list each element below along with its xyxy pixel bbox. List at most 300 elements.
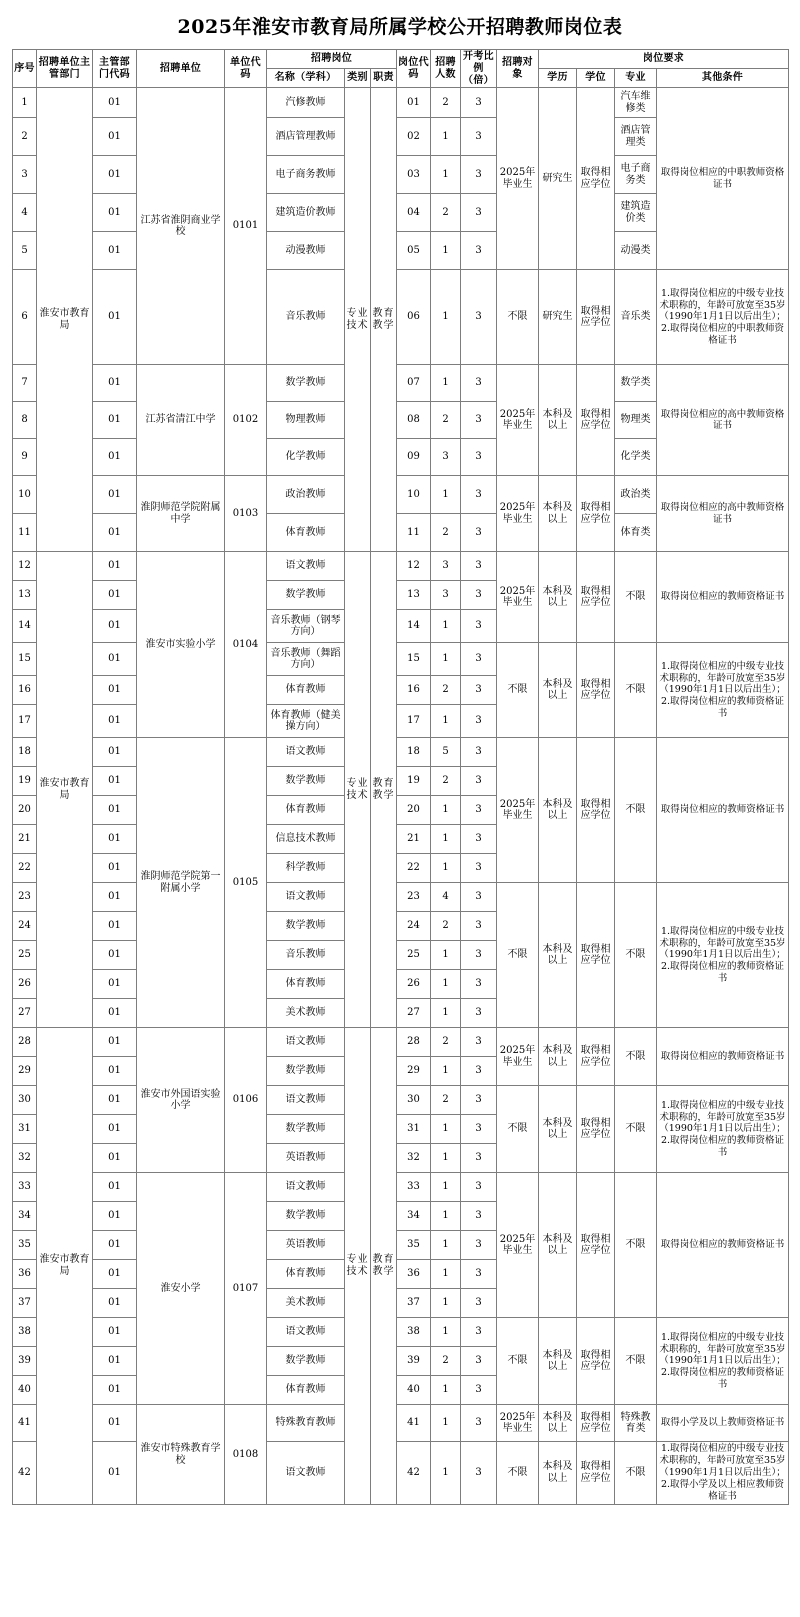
cell-dept-code: 01 (93, 705, 137, 738)
cell-other-conditions: 取得岗位相应的高中教师资格证书 (657, 365, 789, 476)
cell-hire-target: 不限 (497, 1442, 539, 1504)
cell-seq: 1 (13, 88, 37, 118)
cell-post-name: 物理教师 (267, 402, 345, 439)
cell-post-category: 专业技术 (345, 552, 371, 1028)
cell-post-name: 数学教师 (267, 767, 345, 796)
cell-degree: 取得相应学位 (577, 476, 615, 552)
cell-dept-code: 01 (93, 552, 137, 581)
page-title: 2025年淮安市教育局所属学校公开招聘教师岗位表 (177, 16, 623, 38)
cell-dept-code: 01 (93, 1086, 137, 1115)
cell-exam-ratio: 3 (461, 767, 497, 796)
cell-dept-code: 01 (93, 1405, 137, 1442)
cell-education: 本科及以上 (539, 738, 577, 883)
cell-hire-count: 1 (431, 1289, 461, 1318)
cell-seq: 41 (13, 1405, 37, 1442)
cell-post-code: 34 (397, 1202, 431, 1231)
cell-seq: 7 (13, 365, 37, 402)
cell-unit: 淮安小学 (137, 1173, 225, 1405)
cell-degree: 取得相应学位 (577, 552, 615, 643)
table-row (13, 1405, 789, 1442)
cell-other-conditions: 1.取得岗位相应的中级专业技术职称的，年龄可放宽至35岁（1990年1月1日以后出生）； 2.取得岗位相应的教师资格证书 (657, 883, 789, 1028)
cell-seq: 19 (13, 767, 37, 796)
cell-hire-target: 2025年毕业生 (497, 738, 539, 883)
cell-unit: 淮安市实验小学 (137, 552, 225, 738)
cell-degree: 取得相应学位 (577, 1442, 615, 1504)
cell-other-conditions: 1.取得岗位相应的中级专业技术职称的，年龄可放宽至35岁（1990年1月1日以后出生）； 2.取得岗位相应的中职教师资格证书 (657, 270, 789, 365)
cell-exam-ratio: 3 (461, 1347, 497, 1376)
cell-post-code: 38 (397, 1318, 431, 1347)
cell-hire-count: 1 (431, 1260, 461, 1289)
cell-exam-ratio: 3 (461, 912, 497, 941)
cell-post-code: 08 (397, 402, 431, 439)
cell-degree: 取得相应学位 (577, 1405, 615, 1442)
cell-dept-code: 01 (93, 912, 137, 941)
cell-exam-ratio: 3 (461, 796, 497, 825)
cell-post-name: 数学教师 (267, 1115, 345, 1144)
cell-post-code: 36 (397, 1260, 431, 1289)
header-post-duty: 职责 (371, 69, 397, 88)
cell-hire-count: 3 (431, 581, 461, 610)
cell-seq: 10 (13, 476, 37, 514)
cell-major: 物理类 (615, 402, 657, 439)
cell-seq: 36 (13, 1260, 37, 1289)
cell-seq: 18 (13, 738, 37, 767)
cell-major: 不限 (615, 643, 657, 738)
cell-post-name: 特殊教育教师 (267, 1405, 345, 1442)
cell-hire-count: 1 (431, 999, 461, 1028)
header-education: 学历 (539, 69, 577, 88)
cell-post-name: 语文教师 (267, 1086, 345, 1115)
cell-post-name: 建筑造价教师 (267, 194, 345, 232)
cell-dept-code: 01 (93, 232, 137, 270)
cell-hire-count: 1 (431, 1057, 461, 1086)
header-hire-count: 招聘人数 (431, 50, 461, 88)
header-post-group: 招聘岗位 (267, 50, 397, 69)
cell-unit: 江苏省清江中学 (137, 365, 225, 476)
cell-post-name: 汽修教师 (267, 88, 345, 118)
cell-unit: 淮阴师范学院附属中学 (137, 476, 225, 552)
cell-hire-count: 1 (431, 476, 461, 514)
cell-post-category: 专业技术 (345, 1028, 371, 1504)
cell-post-name: 信息技术教师 (267, 825, 345, 854)
cell-dept-code: 01 (93, 643, 137, 676)
cell-seq: 27 (13, 999, 37, 1028)
cell-major: 不限 (615, 1318, 657, 1405)
cell-major: 动漫类 (615, 232, 657, 270)
cell-unit: 淮安市特殊教育学校 (137, 1405, 225, 1504)
cell-post-code: 02 (397, 118, 431, 156)
cell-post-code: 40 (397, 1376, 431, 1405)
cell-hire-count: 1 (431, 796, 461, 825)
cell-seq: 22 (13, 854, 37, 883)
table-row (13, 476, 789, 514)
cell-other-conditions: 取得岗位相应的中职教师资格证书 (657, 88, 789, 270)
cell-post-name: 体育教师 (267, 1376, 345, 1405)
cell-exam-ratio: 3 (461, 118, 497, 156)
cell-major: 酒店管理类 (615, 118, 657, 156)
cell-major: 电子商务类 (615, 156, 657, 194)
cell-seq: 15 (13, 643, 37, 676)
cell-hire-count: 2 (431, 402, 461, 439)
cell-hire-count: 1 (431, 156, 461, 194)
cell-major: 音乐类 (615, 270, 657, 365)
header-dept-code: 主管部门代码 (93, 50, 137, 88)
cell-post-duty: 教育教学 (371, 88, 397, 552)
cell-seq: 6 (13, 270, 37, 365)
cell-dept-code: 01 (93, 1202, 137, 1231)
cell-post-name: 语文教师 (267, 1442, 345, 1504)
cell-hire-count: 4 (431, 883, 461, 912)
cell-hire-target: 不限 (497, 643, 539, 738)
cell-major: 不限 (615, 1028, 657, 1086)
cell-post-code: 32 (397, 1144, 431, 1173)
cell-post-name: 语文教师 (267, 552, 345, 581)
table-row (13, 1318, 789, 1347)
cell-seq: 24 (13, 912, 37, 941)
cell-major: 体育类 (615, 514, 657, 552)
cell-degree: 取得相应学位 (577, 88, 615, 270)
cell-seq: 14 (13, 610, 37, 643)
cell-seq: 21 (13, 825, 37, 854)
cell-hire-count: 1 (431, 365, 461, 402)
cell-post-code: 31 (397, 1115, 431, 1144)
table-row (13, 1442, 789, 1504)
cell-education: 研究生 (539, 88, 577, 270)
cell-dept-code: 01 (93, 676, 137, 705)
cell-post-code: 17 (397, 705, 431, 738)
cell-hire-count: 2 (431, 676, 461, 705)
cell-post-code: 28 (397, 1028, 431, 1057)
cell-post-name: 酒店管理教师 (267, 118, 345, 156)
cell-education: 研究生 (539, 270, 577, 365)
header-degree: 学位 (577, 69, 615, 88)
cell-post-code: 06 (397, 270, 431, 365)
cell-other-conditions: 取得岗位相应的教师资格证书 (657, 1028, 789, 1086)
cell-dept-code: 01 (93, 581, 137, 610)
cell-exam-ratio: 3 (461, 1442, 497, 1504)
cell-post-code: 18 (397, 738, 431, 767)
cell-major: 政治类 (615, 476, 657, 514)
cell-hire-target: 2025年毕业生 (497, 365, 539, 476)
header-seq: 序号 (13, 50, 37, 88)
cell-hire-count: 1 (431, 1442, 461, 1504)
header-exam-ratio: 开考比例（倍） (461, 50, 497, 88)
header-major: 专业 (615, 69, 657, 88)
cell-post-name: 英语教师 (267, 1144, 345, 1173)
cell-hire-count: 1 (431, 705, 461, 738)
cell-other-conditions: 取得岗位相应的教师资格证书 (657, 552, 789, 643)
cell-seq: 13 (13, 581, 37, 610)
cell-seq: 42 (13, 1442, 37, 1504)
cell-post-name: 数学教师 (267, 1057, 345, 1086)
cell-exam-ratio: 3 (461, 365, 497, 402)
cell-post-name: 英语教师 (267, 1231, 345, 1260)
cell-post-name: 数学教师 (267, 912, 345, 941)
cell-other-conditions: 1.取得岗位相应的中级专业技术职称的，年龄可放宽至35岁（1990年1月1日以后出生）； 2.取得岗位相应的教师资格证书 (657, 1318, 789, 1405)
cell-degree: 取得相应学位 (577, 1028, 615, 1086)
cell-post-code: 16 (397, 676, 431, 705)
cell-exam-ratio: 3 (461, 552, 497, 581)
cell-post-code: 30 (397, 1086, 431, 1115)
header-row-1 (13, 50, 789, 69)
cell-hire-target: 不限 (497, 270, 539, 365)
table-header (13, 50, 789, 88)
cell-seq: 12 (13, 552, 37, 581)
cell-seq: 26 (13, 970, 37, 999)
cell-other-conditions: 1.取得岗位相应的中级专业技术职称的，年龄可放宽至35岁（1990年1月1日以后出生）； 2.取得小学及以上相应教师资格证书 (657, 1442, 789, 1504)
cell-seq: 39 (13, 1347, 37, 1376)
cell-dept-code: 01 (93, 1347, 137, 1376)
cell-post-name: 美术教师 (267, 999, 345, 1028)
cell-post-code: 42 (397, 1442, 431, 1504)
cell-dept-code: 01 (93, 1376, 137, 1405)
cell-dept-code: 01 (93, 439, 137, 476)
cell-other-conditions: 1.取得岗位相应的中级专业技术职称的，年龄可放宽至35岁（1990年1月1日以后出生）； 2.取得岗位相应的教师资格证书 (657, 643, 789, 738)
cell-hire-count: 2 (431, 1347, 461, 1376)
header-requirements-group: 岗位要求 (539, 50, 789, 69)
cell-post-name: 音乐教师（舞蹈方向） (267, 643, 345, 676)
cell-seq: 25 (13, 941, 37, 970)
cell-seq: 37 (13, 1289, 37, 1318)
cell-dept-code: 01 (93, 1318, 137, 1347)
cell-exam-ratio: 3 (461, 232, 497, 270)
cell-seq: 11 (13, 514, 37, 552)
cell-seq: 4 (13, 194, 37, 232)
cell-other-conditions: 取得岗位相应的高中教师资格证书 (657, 476, 789, 552)
cell-major: 数学类 (615, 365, 657, 402)
cell-seq: 20 (13, 796, 37, 825)
cell-dept-code: 01 (93, 1231, 137, 1260)
cell-hire-count: 1 (431, 1376, 461, 1405)
cell-exam-ratio: 3 (461, 1231, 497, 1260)
cell-post-code: 19 (397, 767, 431, 796)
cell-major: 不限 (615, 552, 657, 643)
cell-post-name: 数学教师 (267, 1347, 345, 1376)
cell-education: 本科及以上 (539, 552, 577, 643)
cell-post-name: 化学教师 (267, 439, 345, 476)
header-other: 其他条件 (657, 69, 789, 88)
cell-dept: 淮安市教育局 (37, 552, 93, 1028)
cell-education: 本科及以上 (539, 1028, 577, 1086)
cell-post-code: 11 (397, 514, 431, 552)
cell-education: 本科及以上 (539, 1405, 577, 1442)
cell-post-name: 音乐教师（钢琴方向） (267, 610, 345, 643)
cell-unit-code: 0106 (225, 1028, 267, 1173)
cell-seq: 3 (13, 156, 37, 194)
cell-exam-ratio: 3 (461, 1173, 497, 1202)
cell-post-code: 13 (397, 581, 431, 610)
cell-dept-code: 01 (93, 1289, 137, 1318)
cell-post-code: 05 (397, 232, 431, 270)
cell-hire-count: 2 (431, 194, 461, 232)
cell-post-name: 体育教师 (267, 796, 345, 825)
table-body (13, 88, 789, 1504)
cell-degree: 取得相应学位 (577, 738, 615, 883)
cell-major: 不限 (615, 883, 657, 1028)
cell-post-name: 音乐教师 (267, 941, 345, 970)
cell-post-category: 专业技术 (345, 88, 371, 552)
cell-post-name: 数学教师 (267, 365, 345, 402)
cell-major: 不限 (615, 1442, 657, 1504)
cell-hire-count: 1 (431, 232, 461, 270)
cell-dept: 淮安市教育局 (37, 88, 93, 552)
cell-hire-target: 不限 (497, 883, 539, 1028)
cell-post-code: 15 (397, 643, 431, 676)
cell-exam-ratio: 3 (461, 1028, 497, 1057)
cell-degree: 取得相应学位 (577, 1318, 615, 1405)
cell-post-name: 体育教师 (267, 676, 345, 705)
cell-exam-ratio: 3 (461, 999, 497, 1028)
cell-post-name: 数学教师 (267, 1202, 345, 1231)
cell-exam-ratio: 3 (461, 476, 497, 514)
cell-seq: 16 (13, 676, 37, 705)
cell-seq: 40 (13, 1376, 37, 1405)
cell-unit-code: 0104 (225, 552, 267, 738)
cell-hire-count: 1 (431, 854, 461, 883)
cell-exam-ratio: 3 (461, 825, 497, 854)
table-row (13, 365, 789, 402)
cell-dept-code: 01 (93, 610, 137, 643)
cell-seq: 29 (13, 1057, 37, 1086)
cell-hire-count: 1 (431, 118, 461, 156)
cell-hire-count: 2 (431, 767, 461, 796)
cell-post-code: 33 (397, 1173, 431, 1202)
cell-exam-ratio: 3 (461, 738, 497, 767)
cell-post-name: 政治教师 (267, 476, 345, 514)
cell-hire-count: 1 (431, 270, 461, 365)
cell-post-code: 20 (397, 796, 431, 825)
cell-exam-ratio: 3 (461, 643, 497, 676)
cell-seq: 9 (13, 439, 37, 476)
cell-other-conditions: 1.取得岗位相应的中级专业技术职称的，年龄可放宽至35岁（1990年1月1日以后出生）； 2.取得岗位相应的教师资格证书 (657, 1086, 789, 1173)
cell-hire-count: 1 (431, 825, 461, 854)
cell-dept-code: 01 (93, 1144, 137, 1173)
cell-seq: 17 (13, 705, 37, 738)
cell-hire-count: 1 (431, 1115, 461, 1144)
header-unit: 招聘单位 (137, 50, 225, 88)
cell-unit-code: 0108 (225, 1405, 267, 1504)
cell-degree: 取得相应学位 (577, 1086, 615, 1173)
table-row (13, 1086, 789, 1115)
cell-post-code: 09 (397, 439, 431, 476)
cell-post-code: 04 (397, 194, 431, 232)
cell-degree: 取得相应学位 (577, 643, 615, 738)
cell-major: 不限 (615, 738, 657, 883)
cell-hire-count: 2 (431, 912, 461, 941)
cell-seq: 8 (13, 402, 37, 439)
cell-hire-count: 1 (431, 1318, 461, 1347)
cell-exam-ratio: 3 (461, 270, 497, 365)
cell-exam-ratio: 3 (461, 1144, 497, 1173)
cell-post-code: 21 (397, 825, 431, 854)
cell-post-name: 体育教师（健美操方向） (267, 705, 345, 738)
cell-dept-code: 01 (93, 796, 137, 825)
cell-post-code: 24 (397, 912, 431, 941)
cell-unit-code: 0102 (225, 365, 267, 476)
cell-dept-code: 01 (93, 1115, 137, 1144)
cell-hire-count: 5 (431, 738, 461, 767)
cell-dept-code: 01 (93, 156, 137, 194)
cell-degree: 取得相应学位 (577, 883, 615, 1028)
cell-hire-target: 2025年毕业生 (497, 88, 539, 270)
cell-dept-code: 01 (93, 767, 137, 796)
cell-post-name: 语文教师 (267, 738, 345, 767)
cell-degree: 取得相应学位 (577, 1173, 615, 1318)
cell-post-name: 语文教师 (267, 1173, 345, 1202)
cell-hire-count: 1 (431, 1405, 461, 1442)
cell-post-name: 音乐教师 (267, 270, 345, 365)
cell-dept-code: 01 (93, 825, 137, 854)
cell-unit: 江苏省淮阴商业学校 (137, 88, 225, 365)
cell-post-code: 03 (397, 156, 431, 194)
cell-dept-code: 01 (93, 365, 137, 402)
cell-education: 本科及以上 (539, 1442, 577, 1504)
cell-exam-ratio: 3 (461, 1057, 497, 1086)
cell-post-code: 23 (397, 883, 431, 912)
header-unit-code: 单位代码 (225, 50, 267, 88)
cell-major: 化学类 (615, 439, 657, 476)
cell-post-duty: 教育教学 (371, 552, 397, 1028)
header-post-code: 岗位代码 (397, 50, 431, 88)
header-post-category: 类别 (345, 69, 371, 88)
cell-seq: 28 (13, 1028, 37, 1057)
cell-hire-count: 1 (431, 1173, 461, 1202)
header-dept: 招聘单位主管部门 (37, 50, 93, 88)
recruitment-table (12, 49, 789, 1505)
cell-seq: 23 (13, 883, 37, 912)
cell-exam-ratio: 3 (461, 194, 497, 232)
cell-hire-target: 不限 (497, 1086, 539, 1173)
cell-exam-ratio: 3 (461, 1202, 497, 1231)
cell-post-name: 语文教师 (267, 1028, 345, 1057)
cell-exam-ratio: 3 (461, 1115, 497, 1144)
cell-hire-count: 1 (431, 643, 461, 676)
cell-exam-ratio: 3 (461, 88, 497, 118)
cell-exam-ratio: 3 (461, 1260, 497, 1289)
cell-hire-target: 2025年毕业生 (497, 476, 539, 552)
cell-post-code: 35 (397, 1231, 431, 1260)
cell-seq: 33 (13, 1173, 37, 1202)
cell-dept-code: 01 (93, 941, 137, 970)
header-post-name: 名称（学科） (267, 69, 345, 88)
cell-post-code: 07 (397, 365, 431, 402)
cell-hire-count: 2 (431, 514, 461, 552)
cell-dept-code: 01 (93, 194, 137, 232)
cell-unit-code: 0101 (225, 88, 267, 365)
cell-education: 本科及以上 (539, 1318, 577, 1405)
cell-seq: 31 (13, 1115, 37, 1144)
cell-post-name: 动漫教师 (267, 232, 345, 270)
table-row (13, 738, 789, 767)
cell-education: 本科及以上 (539, 1173, 577, 1318)
cell-post-code: 39 (397, 1347, 431, 1376)
cell-dept-code: 01 (93, 270, 137, 365)
cell-unit: 淮阴师范学院第一附属小学 (137, 738, 225, 1028)
cell-seq: 32 (13, 1144, 37, 1173)
table-row (13, 1028, 789, 1057)
cell-post-code: 22 (397, 854, 431, 883)
cell-other-conditions: 取得岗位相应的教师资格证书 (657, 738, 789, 883)
cell-major: 建筑造价类 (615, 194, 657, 232)
cell-dept-code: 01 (93, 514, 137, 552)
cell-dept-code: 01 (93, 1260, 137, 1289)
cell-dept-code: 01 (93, 854, 137, 883)
cell-major: 不限 (615, 1086, 657, 1173)
cell-major: 特殊教育类 (615, 1405, 657, 1442)
cell-exam-ratio: 3 (461, 705, 497, 738)
table-row (13, 88, 789, 118)
cell-exam-ratio: 3 (461, 581, 497, 610)
